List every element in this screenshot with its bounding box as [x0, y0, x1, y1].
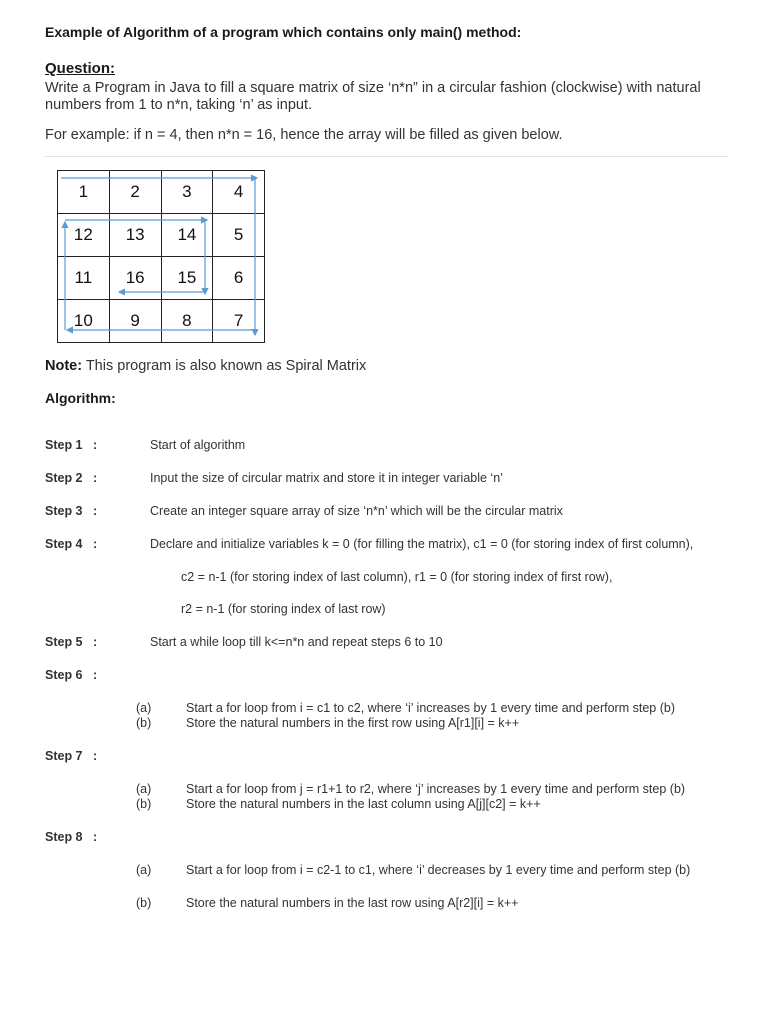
step-7a-marker: (a) [136, 782, 152, 796]
step-6-label: Step 6 [45, 668, 83, 682]
step-7-colon: : [93, 749, 98, 763]
step-4-text: Declare and initialize variables k = 0 (for filling the matrix), c1 = 0 (for storing index of first column), [150, 537, 694, 551]
step-6b-text: Store the natural numbers in the first row using A[r1][i] = k++ [186, 716, 520, 730]
divider [45, 156, 728, 157]
step-3-text: Create an integer square array of size ‘n*n’ which will be the circular matrix [150, 504, 563, 518]
step-2-colon: : [93, 471, 98, 485]
step-1-colon: : [93, 438, 98, 452]
step-8b-text: Store the natural numbers in the last row using A[r2][i] = k++ [186, 896, 519, 910]
step-6b-marker: (b) [136, 716, 152, 730]
matrix-cell: 8 [161, 300, 213, 343]
matrix-cell: 1 [58, 171, 110, 214]
step-4-label: Step 4 [45, 537, 83, 551]
matrix-cell: 3 [161, 171, 213, 214]
step-7b-marker: (b) [136, 797, 152, 811]
step-3-colon: : [93, 504, 98, 518]
step-3-label: Step 3 [45, 504, 83, 518]
matrix-cell: 15 [161, 257, 213, 300]
step-8b-marker: (b) [136, 896, 152, 910]
matrix-cell: 14 [161, 214, 213, 257]
step-8-colon: : [93, 830, 98, 844]
matrix-cell: 16 [109, 257, 161, 300]
step-4-continuation-2: r2 = n-1 (for storing index of last row) [181, 602, 386, 616]
matrix-cell: 9 [109, 300, 161, 343]
step-6a-text: Start a for loop from i = c1 to c2, where ‘i’ increases by 1 every time and perform step (b) [186, 701, 675, 715]
step-8-label: Step 8 [45, 830, 83, 844]
step-5-label: Step 5 [45, 635, 83, 649]
step-1-text: Start of algorithm [150, 438, 246, 452]
matrix-cell: 12 [58, 214, 110, 257]
step-8a-text: Start a for loop from i = c2-1 to c1, where ‘i’ decreases by 1 every time and perform step (b) [186, 863, 691, 877]
step-2-text: Input the size of circular matrix and store it in integer variable ‘n’ [150, 471, 503, 485]
matrix-cell: 5 [213, 214, 265, 257]
note-label: Note: [45, 358, 83, 374]
step-7a-text: Start a for loop from j = r1+1 to r2, where ‘j’ increases by 1 every time and perform step (b) [186, 782, 686, 796]
step-6-colon: : [93, 668, 98, 682]
question-line-2: numbers from 1 to n*n, taking ‘n’ as input. [45, 97, 313, 113]
step-1-label: Step 1 [45, 438, 83, 452]
matrix-cell: 10 [58, 300, 110, 343]
note [45, 358, 366, 374]
matrix-cell: 11 [58, 257, 110, 300]
spiral-matrix [57, 170, 265, 344]
example-text: For example: if n = 4, then n*n = 16, hence the array will be filled as given below. [45, 127, 563, 143]
step-7b-text: Store the natural numbers in the last column using A[j][c2] = k++ [186, 797, 541, 811]
matrix-cell: 2 [109, 171, 161, 214]
step-7-label: Step 7 [45, 749, 83, 763]
step-8a-marker: (a) [136, 863, 152, 877]
question-text [45, 80, 745, 114]
step-6a-marker: (a) [136, 701, 152, 715]
algorithm-heading: Algorithm: [45, 390, 116, 406]
matrix-cell: 7 [213, 300, 265, 343]
matrix-cell: 13 [109, 214, 161, 257]
question-line-1: Write a Program in Java to fill a square matrix of size ‘n*n” in a circular fashion (clockwise) with natural [45, 80, 701, 96]
step-2-label: Step 2 [45, 471, 83, 485]
note-text: This program is also known as Spiral Matrix [82, 358, 367, 374]
step-5-colon: : [93, 635, 98, 649]
step-5-text: Start a while loop till k<=n*n and repeat steps 6 to 10 [150, 635, 443, 649]
step-4-continuation-1: c2 = n-1 (for storing index of last column), r1 = 0 (for storing index of first row), [181, 570, 613, 584]
matrix-cell: 4 [213, 171, 265, 214]
page-title: Example of Algorithm of a program which contains only main() method: [45, 24, 522, 40]
step-4-colon: : [93, 537, 98, 551]
spiral-arrows [57, 170, 265, 344]
question-label: Question: [45, 60, 115, 77]
matrix-cell: 6 [213, 257, 265, 300]
